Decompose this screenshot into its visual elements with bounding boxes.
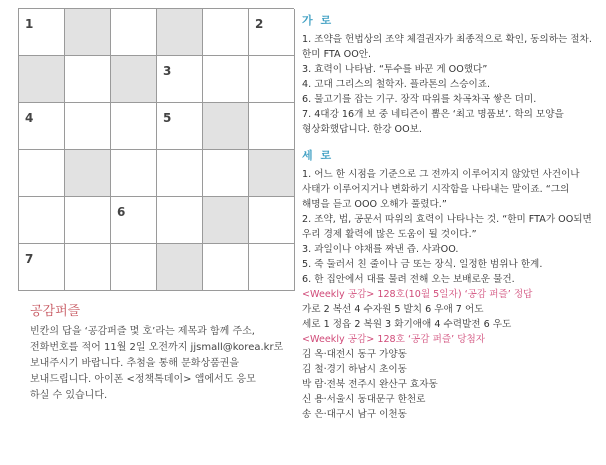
- answers-across: 가로 2 복선 4 수자원 5 발치 6 우애 7 어도: [302, 304, 484, 315]
- cell-number: 3: [163, 64, 172, 78]
- down-clue: 해명을 듣고 OOO 오해가 풀렸다.”: [302, 199, 447, 210]
- down-clue: 6. 한 집안에서 대를 물려 전해 오는 보배로운 물건.: [302, 274, 515, 285]
- grid-cell-blocked: [19, 56, 65, 103]
- down-clue: 2. 조약, 법, 공문서 따위의 효력이 나타나는 것. “한미 FTA가 OO되면: [302, 214, 592, 225]
- puzzle-title: 공감퍼즐: [30, 304, 81, 319]
- grid-cell[interactable]: [19, 197, 65, 244]
- instruction-line: 보내드립니다. 아이폰 <정책톡데이> 앱에서도 응모: [30, 374, 256, 385]
- across-clue: 1. 조약을 헌법상의 조약 체결권자가 최종적으로 확인, 동의하는 절차.: [302, 34, 592, 45]
- across-clue: 한미 FTA OO안.: [302, 49, 372, 60]
- clues-panel: [302, 12, 600, 422]
- across-clue: 4. 고대 그리스의 철학자. 플라톤의 스승이죠.: [302, 79, 491, 90]
- grid-cell[interactable]: [19, 9, 65, 56]
- grid-cell[interactable]: [19, 103, 65, 150]
- winner-item: 김 옥·대전시 동구 가양동: [302, 349, 407, 360]
- winner-item: 김 철·경기 하남시 초이동: [302, 364, 407, 375]
- grid-cell-blocked: [65, 9, 111, 56]
- grid-cell[interactable]: [157, 197, 203, 244]
- grid-cell[interactable]: [19, 244, 65, 291]
- grid-cell[interactable]: [249, 56, 295, 103]
- grid-cell[interactable]: [249, 9, 295, 56]
- grid-cell-blocked: [203, 197, 249, 244]
- grid-cell[interactable]: [111, 244, 157, 291]
- grid-cell[interactable]: [203, 150, 249, 197]
- grid-cell[interactable]: [111, 197, 157, 244]
- grid-cell[interactable]: [203, 9, 249, 56]
- grid-cell[interactable]: [19, 150, 65, 197]
- down-clue: 사태가 이루어지거나 변화하기 시작함을 나타내는 말이죠. “그의: [302, 184, 570, 195]
- grid-cell[interactable]: [111, 9, 157, 56]
- cell-number: 5: [163, 111, 172, 125]
- puzzle-info: [30, 300, 300, 404]
- grid-cell-blocked: [65, 150, 111, 197]
- crossword-grid-container: [18, 8, 294, 292]
- grid-cell[interactable]: [65, 197, 111, 244]
- grid-cell-blocked: [111, 56, 157, 103]
- across-clue: 6. 물고기를 잡는 기구. 장작 따위를 차곡차곡 쌓은 더미.: [302, 94, 537, 105]
- across-clue: 3. 효력이 나타남. “투수를 바꾼 게 OO했다”: [302, 64, 488, 75]
- instruction-line: 보내주시기 바랍니다. 추첨을 통해 문화상품권을: [30, 358, 240, 369]
- grid-cell[interactable]: [203, 56, 249, 103]
- winners-header: <Weekly 공감> 128호 ‘공감 퍼즐’ 당첨자: [302, 334, 486, 345]
- grid-cell[interactable]: [249, 197, 295, 244]
- grid-cell[interactable]: [249, 103, 295, 150]
- grid-cell[interactable]: [157, 150, 203, 197]
- down-clue: 5. 죽 둘러서 친 줄이나 금 또는 장식. 일정한 범위나 한계.: [302, 259, 543, 270]
- cell-number: 7: [25, 252, 34, 266]
- winner-item: 송 은·대구시 남구 이천동: [302, 409, 407, 420]
- answers-header: <Weekly 공감> 128호(10월 5일자) ‘공감 퍼즐’ 정답: [302, 289, 533, 300]
- cell-number: 4: [25, 111, 34, 125]
- down-clue: 3. 과일이나 야채를 짜낸 즙. 사과OO.: [302, 244, 459, 255]
- crossword-grid: [18, 8, 294, 291]
- grid-cell[interactable]: [65, 244, 111, 291]
- grid-cell[interactable]: [65, 56, 111, 103]
- grid-cell-blocked: [157, 244, 203, 291]
- down-clue: 우리 경제 활력에 많은 도움이 될 것이다.”: [302, 229, 477, 240]
- grid-cell-blocked: [157, 9, 203, 56]
- instruction-line: 빈칸의 답을 ‘공감퍼즐 몇 호’라는 제목과 함께 주소,: [30, 326, 255, 337]
- instruction-line: 하실 수 있습니다.: [30, 390, 108, 401]
- across-clue: 7. 4대강 16개 보 중 네티즌이 뽑은 ‘최고 명품보’. 학의 모양을: [302, 109, 564, 120]
- down-clue: 1. 어느 한 시점을 기준으로 그 전까지 이루어지지 않았던 사건이나: [302, 169, 580, 180]
- down-heading: 세 로: [302, 149, 334, 162]
- winner-item: 신 용·서울시 동대문구 한천로: [302, 394, 426, 405]
- grid-cell-blocked: [203, 103, 249, 150]
- grid-cell[interactable]: [249, 244, 295, 291]
- cell-number: 1: [25, 17, 34, 31]
- grid-cell[interactable]: [65, 103, 111, 150]
- answers-down: 세로 1 정읍 2 복원 3 화기애애 4 수력발전 6 우도: [302, 319, 512, 330]
- winners-list: [302, 347, 600, 422]
- grid-cell[interactable]: [111, 150, 157, 197]
- instruction-line: 전화번호를 적어 11월 2일 오전까지 jjsmall@korea.kr로: [30, 342, 284, 353]
- cell-number: 6: [117, 205, 126, 219]
- across-clue: 형상화했답니다. 한강 OO보.: [302, 124, 422, 135]
- grid-cell[interactable]: [111, 103, 157, 150]
- grid-cell[interactable]: [157, 103, 203, 150]
- grid-cell[interactable]: [203, 244, 249, 291]
- cell-number: 2: [255, 17, 264, 31]
- down-clues: [302, 167, 600, 287]
- grid-cell-blocked: [249, 150, 295, 197]
- across-clues: [302, 32, 600, 137]
- puzzle-instructions: [30, 324, 300, 404]
- across-heading: 가 로: [302, 14, 334, 27]
- winner-item: 박 람·전북 전주시 완산구 효자동: [302, 379, 438, 390]
- grid-cell[interactable]: [157, 56, 203, 103]
